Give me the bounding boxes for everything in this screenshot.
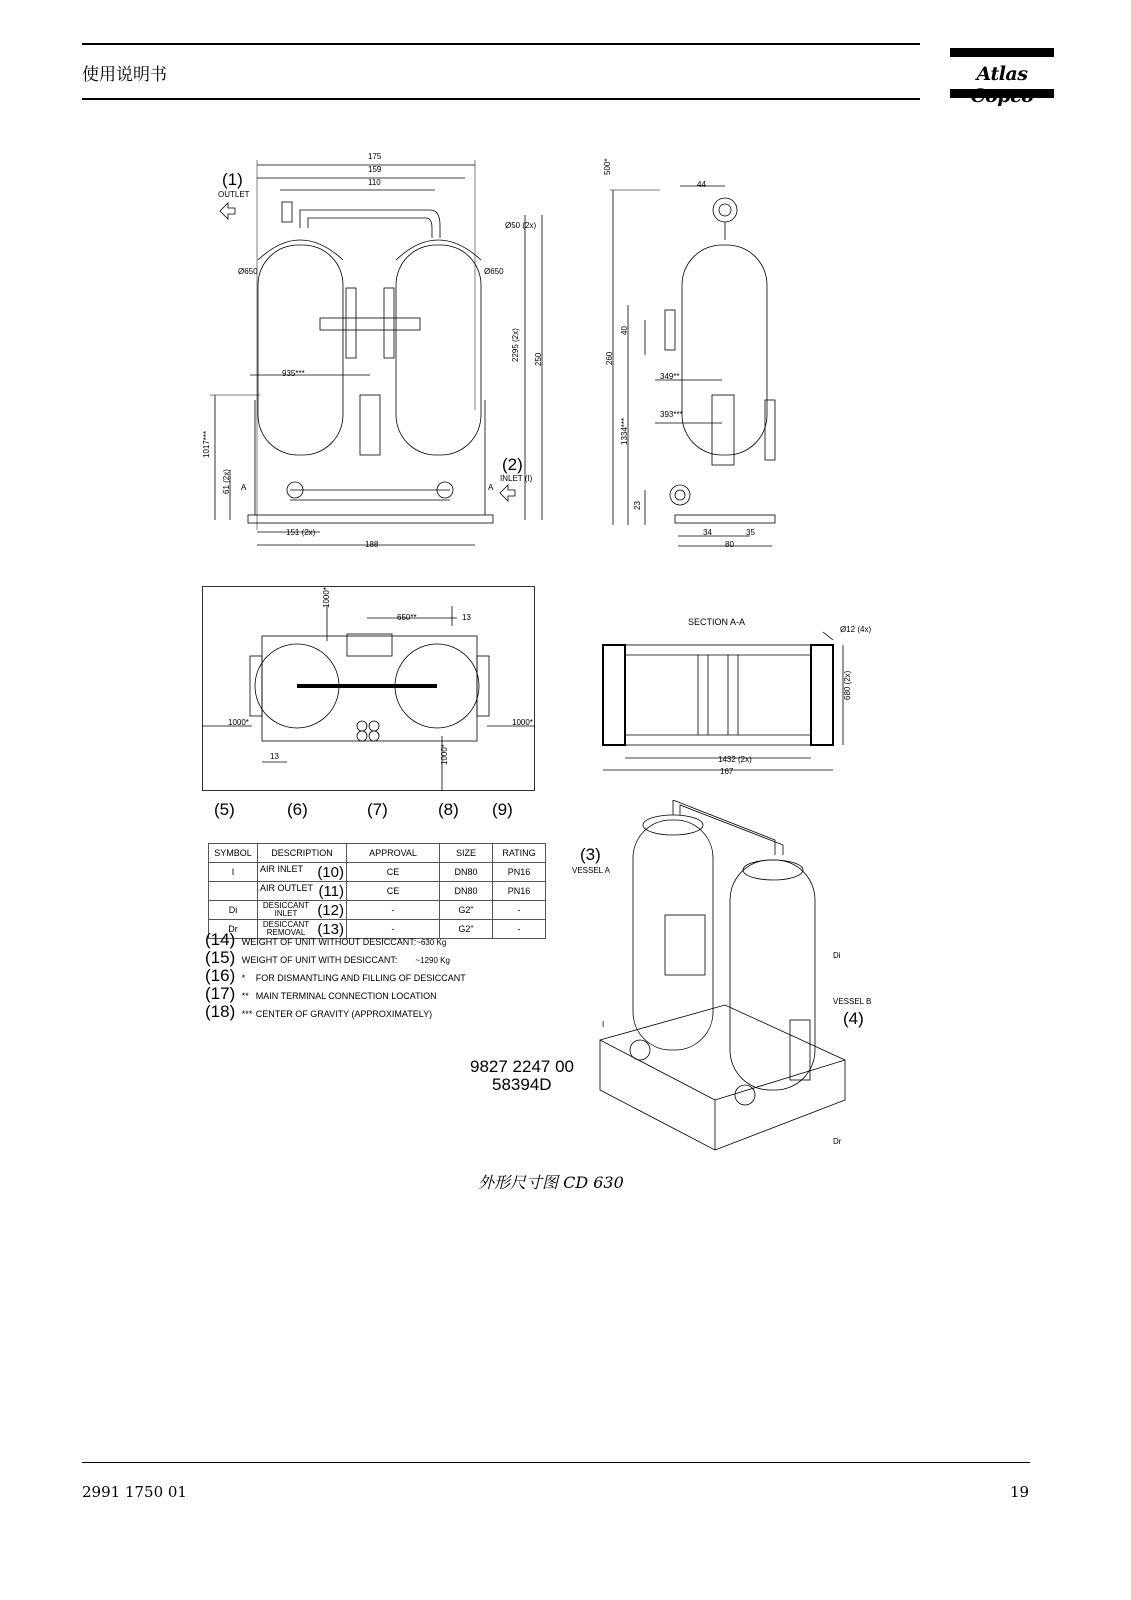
note-value: ~1290 Kg [415, 956, 450, 965]
dim-text: 650** [397, 613, 417, 622]
cell-rating: PN16 [493, 882, 546, 901]
callout: (8) [438, 800, 459, 819]
cell-size: G2" [440, 920, 493, 939]
note-text: FOR DISMANTLING AND FILLING OF DESICCANT [255, 973, 466, 983]
dim-text: 188 [365, 540, 379, 549]
label-outlet: OUTLET [218, 190, 250, 199]
callout-outlet: (1) [222, 170, 243, 189]
cell-approval: CE [347, 882, 440, 901]
header-title: 使用说明书 [82, 65, 167, 85]
footer-doc-number: 2991 1750 01 [82, 1483, 187, 1501]
col-symbol: SYMBOL [209, 844, 258, 863]
drawing-code: 58394D [492, 1075, 552, 1094]
cell-symbol: Dr [209, 920, 258, 939]
iso-view-drawing [595, 800, 865, 1160]
note-value: ~630 Kg [416, 938, 447, 947]
dim-text: 61 (2x) [222, 469, 231, 494]
note-mark: * [241, 973, 246, 983]
figure-caption: 外形尺寸图 CD 630 [478, 1173, 624, 1192]
note-text: WEIGHT OF UNIT WITHOUT DESICCANT: [241, 937, 417, 947]
dim-text: 1000* [322, 587, 331, 608]
dim-text: 80 [725, 540, 734, 549]
section-title: SECTION A-A [688, 617, 746, 627]
callout-vessel-b: (4) [843, 1009, 864, 1028]
label-di: Di [833, 951, 841, 960]
col-description: DESCRIPTION [258, 844, 347, 863]
dim-text: 110 [368, 178, 381, 187]
callout-inlet: (2) [502, 455, 523, 474]
note-num: (15) [205, 948, 236, 967]
note-item [205, 948, 450, 968]
cell-symbol: Di [209, 901, 258, 920]
cell-description: DESICCANT INLET [262, 900, 310, 918]
col-size: SIZE [440, 844, 493, 863]
label-vessel-a: VESSEL A [572, 866, 610, 875]
dim-text: 349** [660, 372, 680, 381]
callout: (7) [367, 800, 388, 819]
dim-text: 175 [368, 152, 382, 161]
cell-size: G2" [440, 901, 493, 920]
note-item [205, 966, 466, 986]
dim-text: 500* [603, 158, 612, 175]
dim-text: 2295 (2x) [511, 328, 520, 362]
callout: (5) [214, 800, 235, 819]
dim-text: A [241, 483, 247, 492]
note-item [205, 984, 437, 1004]
dim-text: 1334*** [620, 417, 629, 445]
footer-rule [82, 1462, 1030, 1463]
cell-approval: CE [347, 863, 440, 882]
dim-text: 159 [368, 165, 382, 174]
cell-size: DN80 [440, 882, 493, 901]
cell-size: DN80 [440, 863, 493, 882]
note-mark: ** [241, 991, 249, 1001]
note-text: MAIN TERMINAL CONNECTION LOCATION [255, 991, 437, 1001]
connection-table [208, 843, 546, 939]
note-item [205, 930, 446, 950]
label-i: I [602, 1020, 605, 1029]
dim-text: 935*** [282, 369, 305, 378]
cell-rating: - [493, 920, 546, 939]
label-inlet: INLET (I) [500, 474, 533, 483]
dim-text: A [488, 483, 494, 492]
callout-vessel-a: (3) [580, 845, 601, 864]
dim-text: 23 [633, 501, 642, 510]
note-text: CENTER OF GRAVITY (APPROXIMATELY) [255, 1009, 433, 1019]
label-vessel-b: VESSEL B [833, 997, 872, 1006]
cell-callout: (10) [317, 863, 344, 881]
atlas-copco-logo: Atlas [950, 48, 1054, 98]
dim-text: 44 [697, 180, 706, 189]
note-num: (14) [205, 930, 236, 949]
dim-text: 13 [462, 613, 471, 622]
table-row [209, 863, 546, 882]
note-mark: *** [241, 1009, 253, 1019]
callout: (9) [492, 800, 513, 819]
cell-approval: - [347, 920, 440, 939]
dim-text: Ø12 (4x) [840, 625, 872, 634]
dim-text: Ø50 (2x) [505, 221, 537, 230]
note-item [205, 1002, 432, 1022]
table-row [209, 882, 546, 901]
cell-description: AIR OUTLET [260, 882, 314, 893]
dim-text: 34 [703, 528, 712, 537]
dim-text: 13 [270, 752, 279, 761]
table-header-row [209, 844, 546, 863]
note-text: WEIGHT OF UNIT WITH DESICCANT: [241, 955, 398, 965]
dim-text: 1000* [440, 744, 449, 765]
cell-description: AIR INLET [260, 863, 304, 874]
callout: (6) [287, 800, 308, 819]
dim-text: Ø650 [238, 267, 258, 276]
top-view-drawing [202, 586, 535, 791]
cell-approval: - [347, 901, 440, 920]
cell-callout: (11) [318, 882, 344, 900]
dim-text: 1432 (2x) [718, 755, 752, 764]
note-num: (16) [205, 966, 236, 985]
cell-callout: (12) [317, 901, 344, 919]
dim-text: 680 (2x) [843, 670, 852, 700]
label-dr: Dr [833, 1137, 842, 1146]
cell-symbol: I [209, 863, 258, 882]
col-approval: APPROVAL [347, 844, 440, 863]
dim-text: 393*** [660, 410, 683, 419]
footer-page-number: 19 [1010, 1483, 1030, 1501]
header-rule-bottom [82, 98, 920, 100]
dim-text: 151 (2x) [286, 528, 316, 537]
dim-text: Ø650 [484, 267, 504, 276]
dim-text: 1017*** [202, 430, 211, 458]
note-num: (18) [205, 1002, 236, 1021]
dim-text: 1000* [228, 718, 249, 727]
note-num: (17) [205, 984, 236, 1003]
cell-symbol [209, 882, 258, 901]
dim-text: 35 [746, 528, 755, 537]
cell-rating: - [493, 901, 546, 920]
dim-text: 250 [534, 352, 543, 366]
dim-text: 40 [620, 326, 629, 335]
side-view-drawing [600, 150, 790, 560]
dim-text: 167 [720, 767, 734, 776]
cell-description: DESICCANT REMOVAL [262, 919, 310, 937]
cell-rating: PN16 [493, 863, 546, 882]
drawing-number: 9827 2247 00 [470, 1057, 574, 1076]
dim-text: 260 [605, 351, 614, 365]
header-rule-top [82, 43, 920, 45]
cell-callout: (13) [317, 920, 344, 938]
table-row [209, 901, 546, 920]
col-rating: RATING [493, 844, 546, 863]
dim-text: 1000* [512, 718, 533, 727]
